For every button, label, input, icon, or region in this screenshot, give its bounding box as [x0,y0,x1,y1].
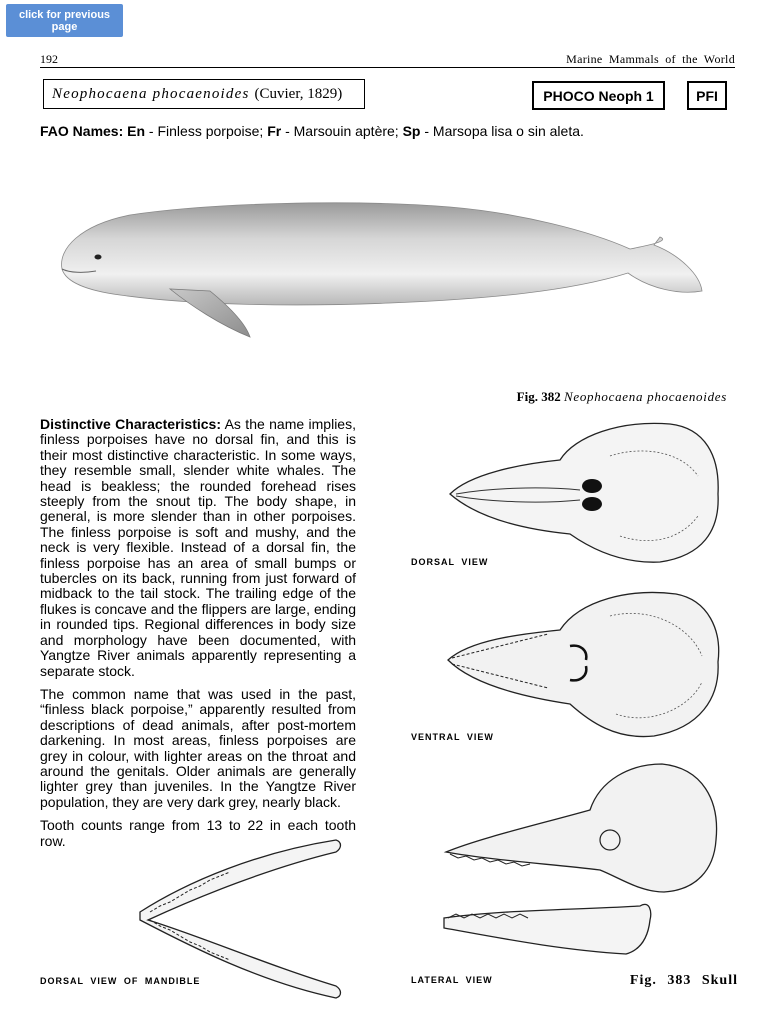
porpoise-illustration [50,185,710,345]
page-number: 192 [40,52,58,66]
species-authority: (Cuvier, 1829) [254,85,343,102]
fao-en-label: En [127,123,146,139]
skull-ventral-view-drawing [448,593,719,737]
pfi-code-box [687,81,727,110]
species-title-box [43,79,365,109]
figure-382-label: Fig. 382 [516,389,561,404]
skull-dorsal-view-drawing [440,416,725,566]
ventral-view-label: VENTRAL VIEW [411,732,494,742]
fao-fr-label: Fr [267,123,282,139]
fao-sp-label: Sp [402,123,421,139]
eye-icon [95,255,102,260]
fao-fr-name: - Marsouin aptère; [281,123,403,139]
paragraph-2: The common name that was used in the past, “finless black porpoise,” apparently resulted from descriptions of dead animals, after post-mortem darkening. In most areas, finless porpoises are grey in colour, with lighter areas on the throat and around the genitals. Older animals are generally lighter grey than juveniles. In the Yangtze River population, they are very dark grey, nearly black. [40,685,356,810]
description-column [40,417,356,857]
mandible-view-label: DORSAL VIEW OF MANDIBLE [40,976,201,986]
previous-page-button[interactable]: click for previous page [6,4,123,37]
paragraph-1-text: As the name implies, finless porpoises have no dorsal fin, and this is their most distinctive characteristic. In some ways, they resemble small, slender white whales. The head is beakless; the rounded forehead rises steeply from the snout tip. The body shape, in general, is more slender than in other porpoises. The finless porpoise is soft and mushy, and the neck is very flexible. Instead of a dorsal fin, the finless porpoise has an area of small bumps or tubercles on its back, running from just forward of midback to the tail stock. The trailing edge of the flukes is concave and the flippers are large, ending in rounded tips. Regional differences in body size and morphology have been documented, with Yangtze River animals apparently representing a separate stock. [40,416,356,679]
species-name: Neophocaena phocaenoides [52,85,250,102]
skull-lateral-view-drawing [440,760,725,980]
species-code-box [532,81,665,110]
figure-382-caption [517,389,727,405]
dorsal-view-label: DORSAL VIEW [411,557,489,567]
fao-label: FAO Names: [40,123,124,139]
figure-382-species: Neophocaena phocaenoides [563,389,727,404]
pfi-code: PFI [696,87,718,104]
fao-names [40,123,584,139]
fao-en-name: - Finless porpoise; [145,123,268,139]
header-rule [40,67,735,68]
species-code: PHOCO Neoph 1 [543,87,654,104]
lateral-view-label: LATERAL VIEW [411,975,493,985]
paragraph-1 [40,417,356,679]
running-title: Marine Mammals of the World [566,52,735,66]
section-heading: Distinctive Characteristics: [40,416,221,432]
figure-383-caption: Fig. 383 Skull [629,973,738,988]
paragraph-3: Tooth counts range from 13 to 22 in each tooth row. [40,817,356,849]
fao-sp-name: - Marsopa lisa o sin aleta. [420,123,584,139]
